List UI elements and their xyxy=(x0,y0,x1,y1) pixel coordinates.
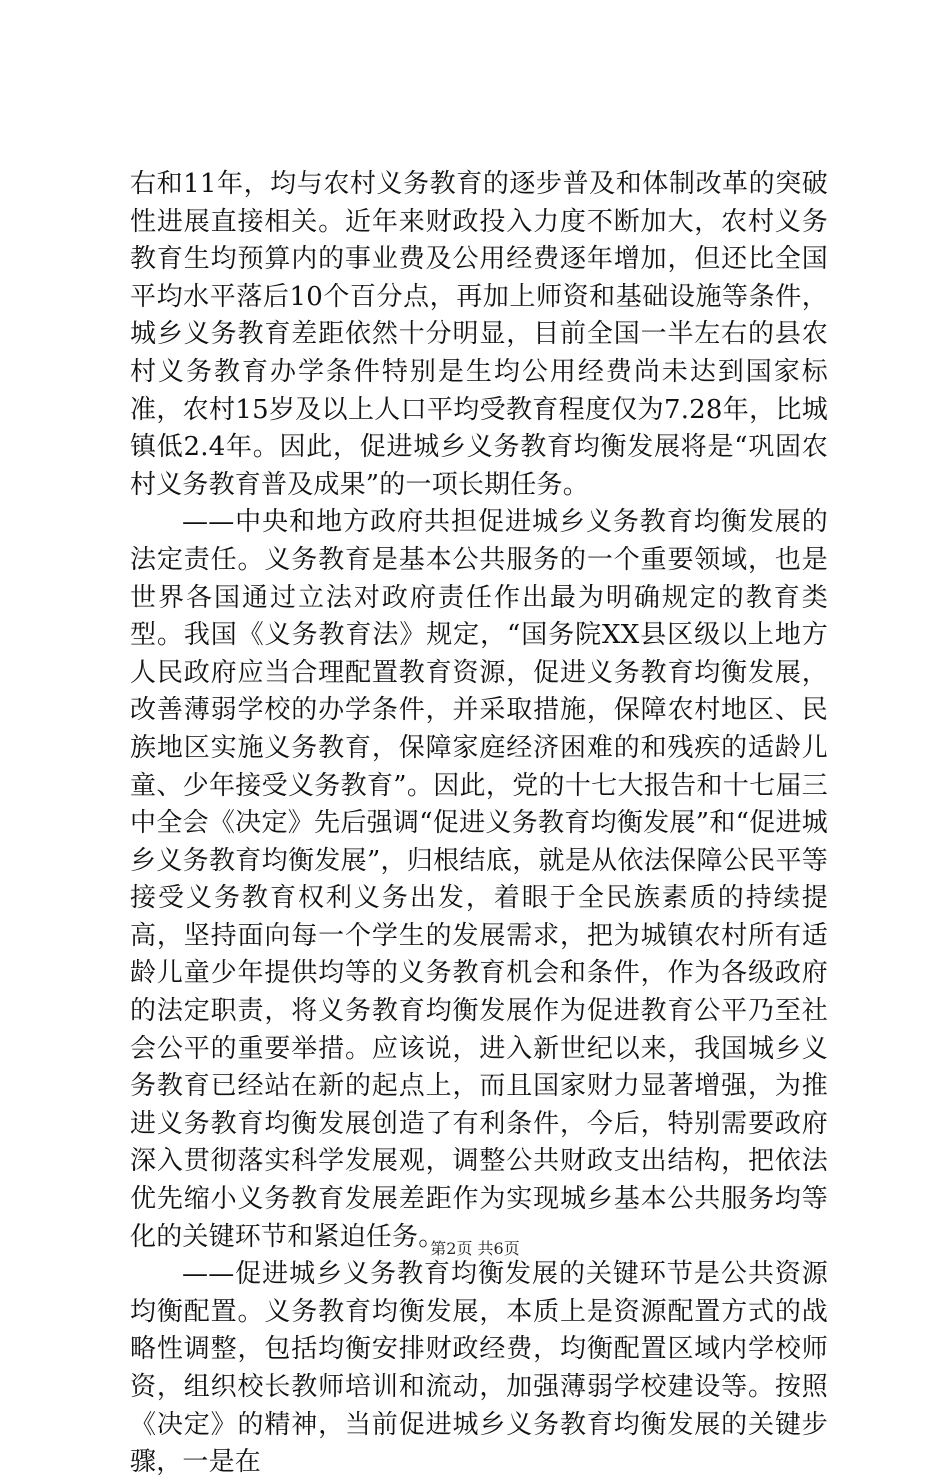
paragraph-continuation: 右和11年，均与农村义务教育的逐步普及和体制改革的突破性进展直接相关。近年来财政投入力度不断加大，农村义务教育生均预算内的事业费及公用经费逐年增加，但还比全国平均水平落后10个百分点，再加上师资和基础设施等条件，城乡义务教育差距依然十分明显，目前全国一半左右的县农村义务教育办学条件特别是生均公用经费尚未达到国家标准，农村15岁及以上人口平均受教育程度仅为7.28年，比城镇低2.4年。因此，促进城乡义务教育均衡发展将是“巩固农村义务教育普及成果”的一项长期任务。 xyxy=(130,169,828,500)
paragraph-government-responsibility: ——中央和地方政府共担促进城乡义务教育均衡发展的法定责任。义务教育是基本公共服务的一个重要领域，也是世界各国通过立法对政府责任作出最为明确规定的教育类型。我国《义务教育法》规定，“国务院XX县区级以上地方人民政府应当合理配置教育资源，促进义务教育均衡发展，改善薄弱学校的办学条件，并采取措施，保障农村地区、民族地区实施义务教育，保障家庭经济困难的和残疾的适龄儿童、少年接受义务教育”。因此，党的十七大报告和十七届三中全会《决定》先后强调“促进义务教育均衡发展”和“促进城乡义务教育均衡发展”，归根结底，就是从依法保障公民平等接受义务教育权利义务出发，着眼于全民族素质的持续提高，坚持面向每一个学生的发展需求，把为城镇农村所有适龄儿童少年提供均等的义务教育机会和条件，作为各级政府的法定职责，将义务教育均衡发展作为促进教育公平乃至社会公平的重要举措。应该说，进入新世纪以来，我国城乡义务教育已经站在新的起点上，而且国家财力显著增强，为推进义务教育均衡发展创造了有利条件，今后，特别需要政府深入贯彻落实科学发展观，调整公共财政支出结构，把依法优先缩小义务教育发展差距作为实现城乡基本公共服务均等化的关键环节和紧迫任务。 xyxy=(130,507,828,1252)
document-body xyxy=(130,166,828,1482)
page-number-footer: 第2页 共6页 xyxy=(430,1239,520,1258)
paragraph-resource-allocation: ——促进城乡义务教育均衡发展的关键环节是公共资源均衡配置。义务教育均衡发展，本质上是资源配置方式的战略性调整，包括均衡安排财政经费，均衡配置区域内学校师资，组织校长教师培训和流动，加强薄弱学校建设等。按照《决定》的精神，当前促进城乡义务教育均衡发展的关键步骤，一是在 xyxy=(130,1259,828,1478)
